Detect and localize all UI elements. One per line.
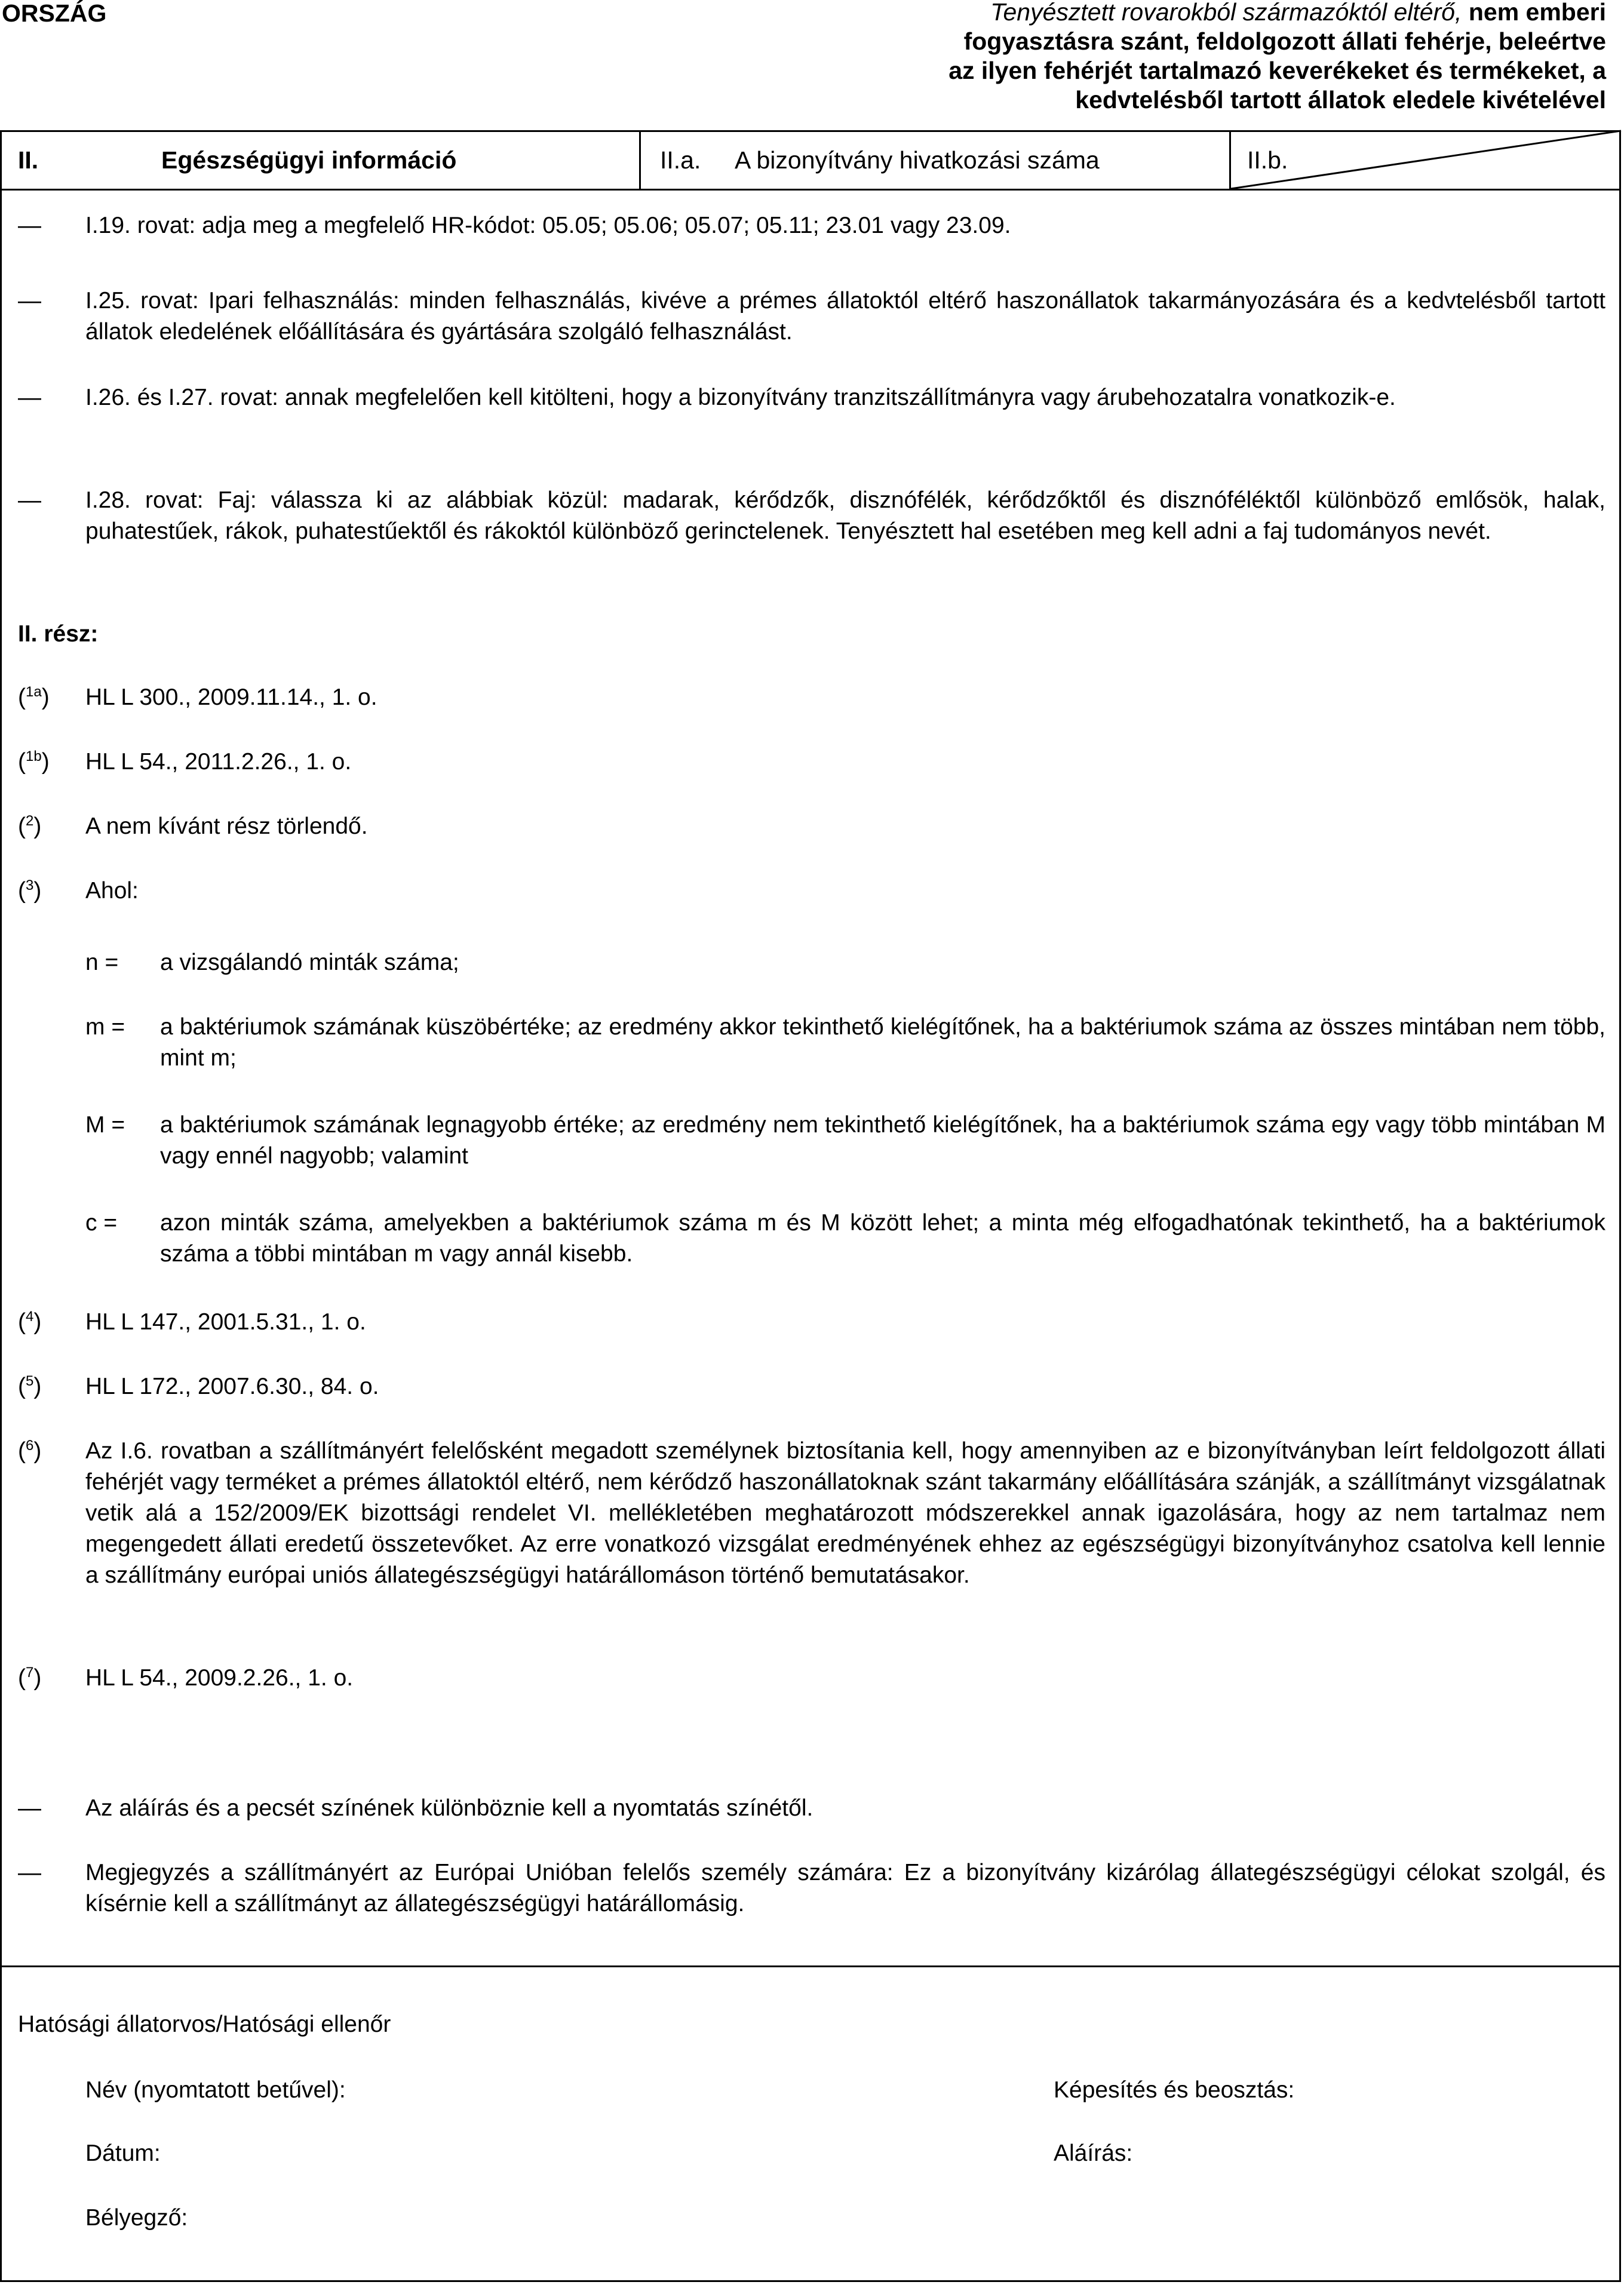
footnote-marker: ($^5$)	[18, 1373, 42, 1399]
official-veterinarian-label: Hatósági állatorvos/Hatósági ellenőr	[18, 2011, 391, 2037]
final-note-signature-color: Az aláírás és a pecsét színének különböznie kell a nyomtatás színétől.	[85, 1795, 813, 1821]
signature-label: Aláírás:	[1054, 2140, 1133, 2166]
note-dash: —	[18, 487, 41, 513]
definition-key: c =	[85, 1210, 118, 1236]
footnote-text: HL L 54., 2011.2.26., 1. o.	[85, 749, 352, 775]
definition-key: M =	[85, 1112, 125, 1138]
reference-b-label: II.b.	[1247, 146, 1288, 174]
final-note-responsible-person: Megjegyzés a szállítmányért az Európai Unióban felelős személy számára: Ez a bizonyítvány kizárólag állategészségügyi célokat szolgál, és kísérnie kell a szállítmányt az állategészségügyi határállomásig.	[85, 1860, 1605, 1917]
section-title: Egészségügyi információ	[161, 146, 457, 174]
definition-value: a vizsgálandó minták száma;	[160, 950, 459, 975]
final-note-dash: —	[18, 1860, 41, 1885]
definition-value: a baktériumok számának legnagyobb értéke; az eredmény nem tekinthető kielégítőnek, ha a baktériumok száma egy vagy több mintában M vagy ennél nagyobb; valamint	[160, 1112, 1605, 1169]
name-label: Név (nyomtatott betűvel):	[85, 2077, 346, 2103]
footnote-text: A nem kívánt rész törlendő.	[85, 813, 368, 839]
signature-section-divider	[0, 1965, 1621, 1967]
footnote-text: HL L 54., 2009.2.26., 1. o.	[85, 1665, 354, 1691]
footnote-text: HL L 172., 2007.6.30., 84. o.	[85, 1374, 379, 1399]
title-italic: Tenyésztett rovarokból származóktól eltérő,	[990, 0, 1462, 26]
title-bold-3: az ilyen fehérjét tartalmazó keverékeket és termékeket, a	[948, 57, 1606, 84]
final-note-dash: —	[18, 1795, 41, 1821]
footnote-text: Ahol:	[85, 878, 139, 904]
footnote-text: Az I.6. rovatban a szállítmányért felelősként megadott személynek biztosítania kell, hogy amennyiben az e bizonyítványban leírt feldolgozott állati fehérjét vagy terméket a prémes állatoktól eltérő, nem kérődző haszonállatoknak szánt takarmány előállítására szánják, a szállítmányt vizsgálatnak vetik alá a 152/2009/EK bizottsági rendelet VI. mellékletében meghatározott módszerekkel annak igazolására, hogy az nem tartalmaz nem megengedett állati eredetű összetevőket. Az erre vonatkozó vizsgálat eredményének ehhez az egészségügyi bizonyítványhoz csatolva kell lennie a szállítmány európai uniós állategészségügyi határállomáson történő bemutatásakor.	[85, 1438, 1605, 1588]
stamp-label: Bélyegző:	[85, 2205, 188, 2231]
footnote-marker: ($^6$)	[18, 1438, 42, 1464]
footnote-text: HL L 300., 2009.11.14., 1. o.	[85, 684, 377, 710]
note-hr-code: I.19. rovat: adja meg a megfelelő HR-kódot: 05.05; 05.06; 05.07; 05.11; 23.01 vagy 23.09.	[85, 213, 1011, 238]
footnote-marker: ($^{1b}$)	[18, 748, 50, 775]
footnote-marker: ($^4$)	[18, 1309, 42, 1335]
title-bold-2: fogyasztásra szánt, feldolgozott állati fehérje, beleértve	[963, 27, 1606, 55]
definition-key: n =	[85, 950, 119, 975]
title-bold-4: kedvtelésből tartott állatok eledele kivételével	[1075, 86, 1606, 113]
section-number: II.	[18, 146, 39, 174]
footnote-text: HL L 147., 2001.5.31., 1. o.	[85, 1309, 366, 1335]
country-label: ORSZÁG	[2, 0, 107, 27]
note-dash: —	[18, 385, 41, 410]
date-label: Dátum:	[85, 2140, 161, 2166]
definition-value: azon minták száma, amelyekben a baktériumok száma m és M között lehet; a minta még elfogadhatónak tekinthető, ha a baktériumok száma a többi mintában m vagy annál kisebb.	[160, 1210, 1605, 1267]
note-dash: —	[18, 288, 41, 314]
note-dash: —	[18, 213, 41, 238]
reference-label: II.a.	[660, 146, 701, 174]
note-industrial-use: I.25. rovat: Ipari felhasználás: minden felhasználás, kivéve a prémes állatoktól eltérő haszonállatok takarmányozására és a kedvtelésből tartott állatok eledelének előállítására és gyártására szolgáló felhasználást.	[85, 288, 1605, 345]
definition-key: m =	[85, 1014, 125, 1040]
reference-title: A bizonyítvány hivatkozási száma	[735, 146, 1100, 174]
qualification-label: Képesítés és beosztás:	[1054, 2077, 1295, 2103]
part2-heading: II. rész:	[18, 621, 99, 647]
definition-value: a baktériumok számának küszöbértéke; az eredmény akkor tekinthető kielégítőnek, ha a baktériumok száma az összes mintában nem több, mint m;	[160, 1014, 1605, 1071]
footnote-marker: ($^{1a}$)	[18, 684, 50, 710]
footnote-marker: ($^7$)	[18, 1664, 42, 1691]
title-bold-1: nem emberi	[1468, 0, 1606, 26]
footnote-marker: ($^3$)	[18, 877, 42, 904]
footnote-marker: ($^2$)	[18, 813, 42, 839]
note-transit: I.26. és I.27. rovat: annak megfelelően kell kitölteni, hogy a bizonyítvány tranzitszállítmányra vagy árubehozatalra vonatkozik-e.	[85, 385, 1396, 410]
note-species: I.28. rovat: Faj: válassza ki az alábbiak közül: madarak, kérődzők, disznófélék, kérődzőktől és disznóféléktől különböző emlősök, halak, puhatestűek, rákok, puhatestűektől és rákoktól különböző gerinctelenek. Tenyésztett hal esetében meg kell adni a faj tudományos nevét.	[85, 487, 1605, 544]
